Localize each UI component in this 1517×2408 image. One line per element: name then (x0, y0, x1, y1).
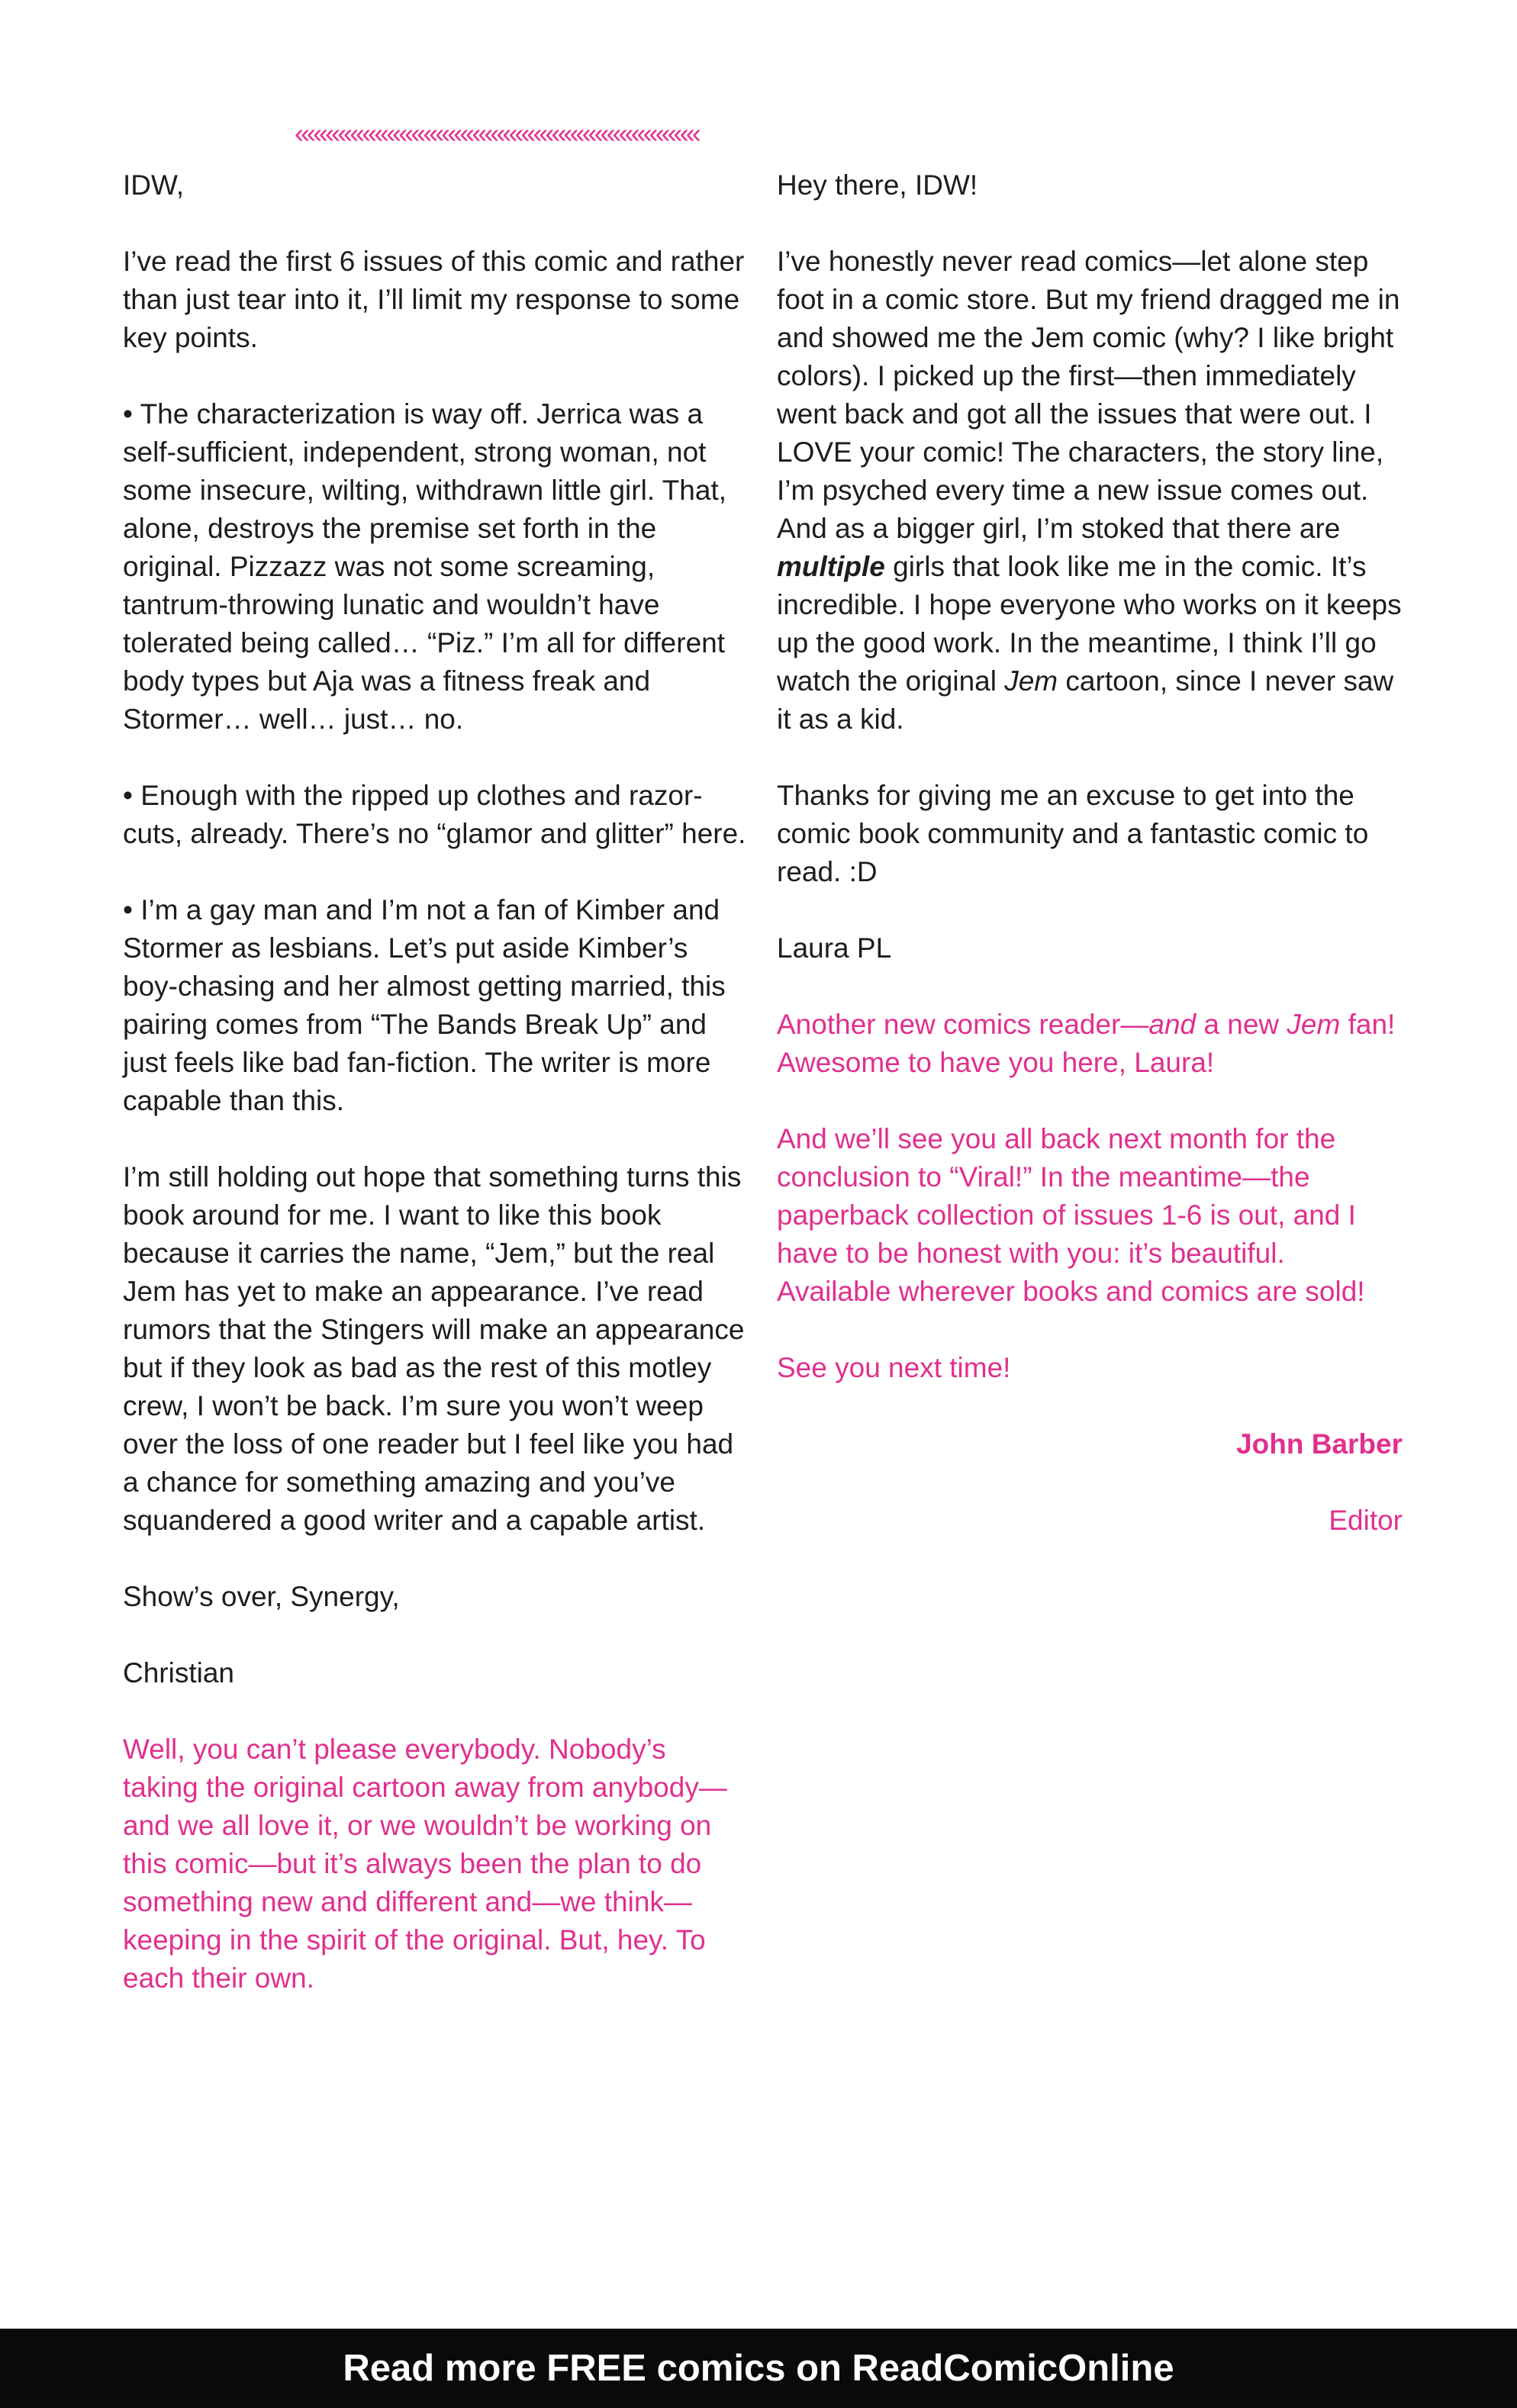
letter1-paragraph: I’m still holding out hope that something turns this book around for me. I want to like this book because it carries the name, “Jem,” but the real Jem has yet to make an appearance. I’ve read rumors that the Stingers will make an appearance but if they look as bad as the rest of this motley crew, I won’t be back. I’m sure you won’t weep over the loss of one reader but I feel like you had a chance for something amazing and you’ve squandered a good writer and a capable artist. (123, 1161, 745, 1536)
editor-reply-1: Well, you can’t please everybody. Nobody’s taking the original cartoon away from anybody—and we all love it, or we wouldn’t be working on this comic—but it’s always been the plan to do something new and different and—we think—keeping in the spirit of the original. But, hey. To each their own. (123, 1734, 727, 1994)
editor-reply-2 (777, 1006, 1403, 1082)
letter1-greeting: IDW, (123, 169, 185, 201)
letter2-emphasis: multiple (777, 551, 885, 582)
letter2-paragraph (777, 243, 1403, 739)
letter2-jem-title: Jem (1004, 665, 1058, 697)
reply2-text: Another new comics reader— (777, 1009, 1149, 1040)
letter1-signature: Christian (123, 1657, 234, 1688)
reply2-jem-title: Jem (1287, 1009, 1341, 1040)
letter-column-right (777, 166, 1403, 1578)
letter2-text: cartoon, since I never saw it as a kid. (777, 665, 1394, 735)
letter2-text: girls that look like me in the comic. It’s incredible. I hope everyone who works on it keeps up the good work. In the meantime, I think I’ll go watch the original (777, 551, 1402, 697)
letter1-closing: Show’s over, Synergy, (123, 1581, 400, 1612)
letter-column-left (123, 166, 749, 2036)
letter1-paragraph: • I’m a gay man and I’m not a fan of Kimber and Stormer as lesbians. Let’s put aside Kimber’s boy-chasing and her almost getting married, this pairing comes from “The Bands Break Up” and just feels like bad fan-fiction. The writer is more capable than this. (123, 894, 726, 1116)
reply2-text: a new (1196, 1009, 1287, 1040)
letter2-signature: Laura PL (777, 932, 892, 964)
letter1-paragraph: I’ve read the first 6 issues of this comic and rather than just tear into it, I’ll limit my response to some key points. (123, 246, 745, 353)
letter1-paragraph: • Enough with the ripped up clothes and razor-cuts, already. There’s no “glamor and glitter” here. (123, 780, 746, 849)
reply2-emphasis: and (1148, 1009, 1197, 1040)
editor-name: John Barber (1236, 1428, 1403, 1460)
letter2-paragraph: Thanks for giving me an excuse to get into the comic book community and a fantastic comic to read. :D (777, 780, 1369, 887)
letter2-greeting: Hey there, IDW! (777, 169, 978, 201)
letter1-paragraph: • The characterization is way off. Jerrica was a self-sufficient, independent, strong woman, not some insecure, wilting, withdrawn little girl. That, alone, destroys the premise set forth in the original. Pizzazz was not some screaming, tantrum-throwing lunatic and wouldn’t have tolerated being called… “Piz.” I’m all for different body types but Aja was a fitness freak and Stormer… well… just… no. (123, 398, 727, 735)
letter2-text: I’ve honestly never read comics—let alone step foot in a comic store. But my friend dragged me in and showed me the Jem comic (why? I like bright colors). I picked up the first—then immediately went back and got all the issues that were out. I LOVE your comic! The characters, the story line, I’m psyched every time a new issue comes out. And as a bigger girl, I’m stoked that there are (777, 246, 1400, 544)
editor-reply-4: See you next time! (777, 1352, 1011, 1383)
footer-banner[interactable]: Read more FREE comics on ReadComicOnline (0, 2329, 1517, 2408)
chevron-ornament: ««««««««««««««««««««««««««««««««« (295, 118, 698, 149)
editor-title: Editor (1329, 1505, 1403, 1536)
editor-reply-3: And we’ll see you all back next month for the conclusion to “Viral!” In the meantime—the paperback collection of issues 1-6 is out, and I have to be honest with you: it’s beautiful. Available wherever books and comics are sold! (777, 1123, 1365, 1307)
reply2-text: fan! Awesome to have you here, Laura! (777, 1009, 1396, 1078)
